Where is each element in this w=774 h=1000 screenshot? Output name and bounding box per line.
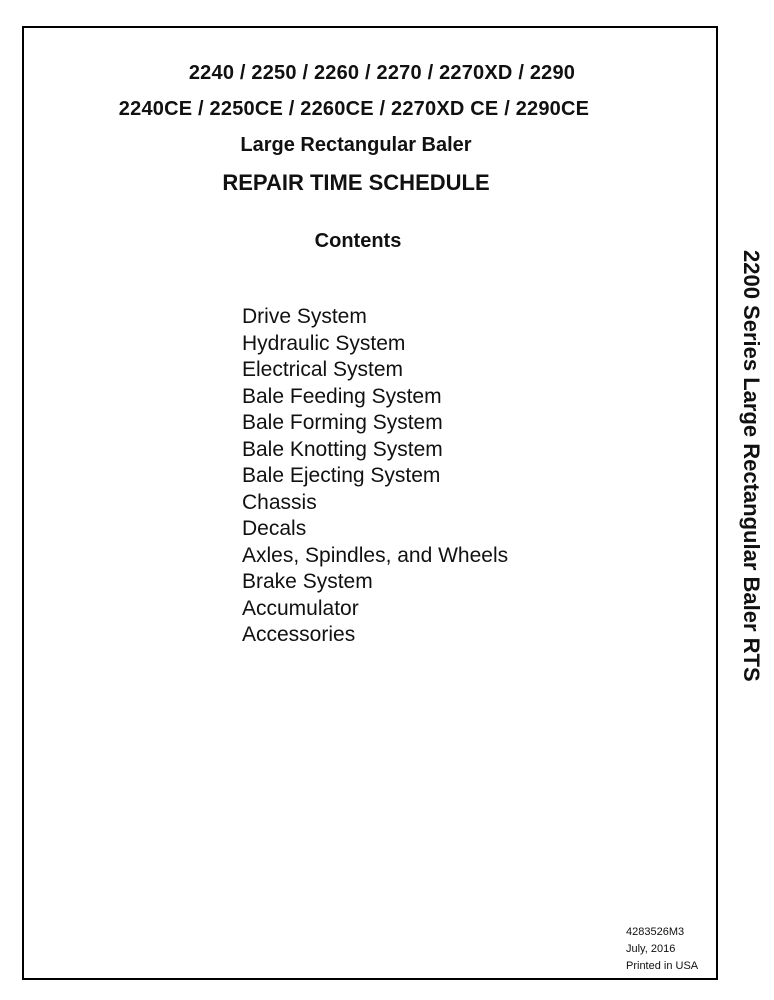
publication-date: July, 2016 bbox=[626, 943, 676, 955]
contents-item: Brake System bbox=[242, 570, 373, 593]
model-numbers-line-1: 2240 / 2250 / 2260 / 2270 / 2270XD / 2290 bbox=[188, 62, 576, 84]
document-title: REPAIR TIME SCHEDULE bbox=[222, 170, 490, 195]
contents-item: Bale Knotting System bbox=[242, 437, 443, 461]
contents-item: Decals bbox=[242, 517, 307, 540]
contents-item: Chassis bbox=[242, 490, 317, 514]
document-subtitle: Large Rectangular Baler bbox=[240, 134, 472, 156]
contents-item: Accumulator bbox=[242, 596, 359, 620]
contents-item: Bale Ejecting System bbox=[242, 464, 441, 487]
spine-label: 2200 Series Large Rectangular Baler RTS bbox=[739, 250, 764, 682]
printed-location: Printed in USA bbox=[626, 960, 699, 972]
contents-heading: Contents bbox=[314, 230, 402, 252]
document-footer bbox=[626, 924, 698, 975]
contents-item: Axles, Spindles, and Wheels bbox=[242, 543, 509, 567]
contents-item: Drive System bbox=[242, 305, 367, 328]
contents-list bbox=[242, 304, 508, 649]
model-numbers-line-2: 2240CE / 2250CE / 2260CE / 2270XD CE / 2290CE bbox=[118, 98, 590, 120]
contents-item: Bale Feeding System bbox=[242, 384, 442, 408]
part-number: 4283526M3 bbox=[626, 926, 685, 938]
contents-item: Electrical System bbox=[242, 358, 404, 381]
contents-item: Bale Forming System bbox=[242, 411, 443, 434]
contents-item: Accessories bbox=[242, 623, 356, 646]
page-frame bbox=[22, 26, 718, 980]
contents-item: Hydraulic System bbox=[242, 331, 406, 355]
